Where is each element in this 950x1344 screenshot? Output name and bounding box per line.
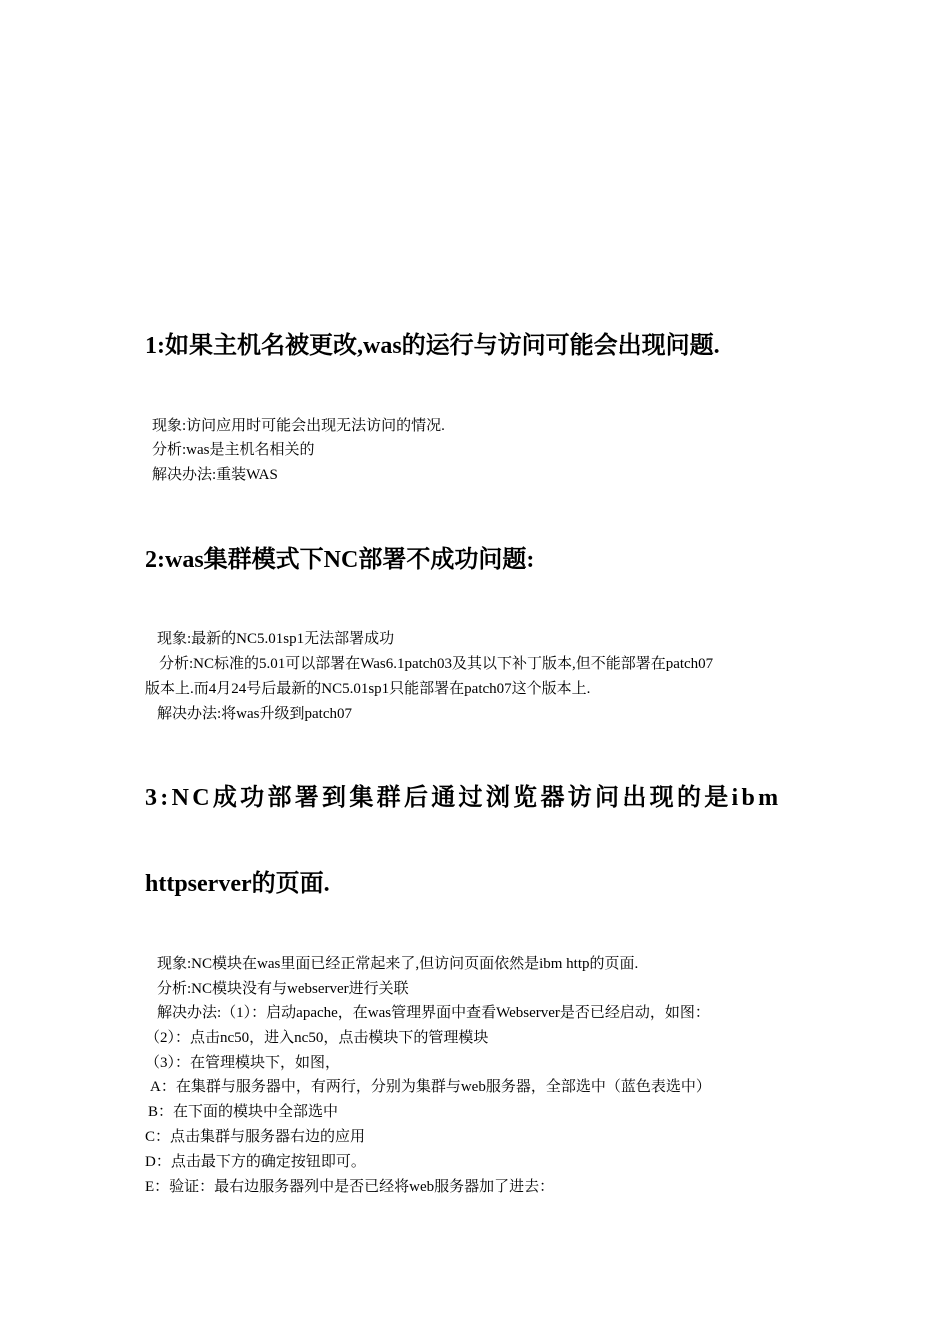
section3-substep-b: B：在下面的模块中全部选中	[148, 1104, 339, 1120]
section1-analysis: 分析:was是主机名相关的	[152, 442, 315, 458]
section3-heading-line2: httpserver的页面.	[145, 871, 330, 897]
section3-solution-step2: （2）：点击nc50，进入nc50，点击模块下的管理模块	[145, 1030, 489, 1046]
section3-substep-a: A：在集群与服务器中，有两行，分别为集群与web服务器，全部选中（蓝色表选中）	[150, 1079, 711, 1095]
section2-analysis: 分析:NC标准的5.01可以部署在Was6.1patch03及其以下补丁版本,但不能部署在patch07	[159, 656, 714, 672]
section1-heading: 1:如果主机名被更改,was的运行与访问可能会出现问题.	[145, 333, 720, 359]
section3-substep-e: E：验证：最右边服务器列中是否已经将web服务器加了进去：	[145, 1179, 555, 1195]
section3-substep-c: C：点击集群与服务器右边的应用	[145, 1129, 366, 1145]
section3-symptom: 现象:NC模块在was里面已经正常起来了,但访问页面依然是ibm http的页面.	[157, 956, 639, 972]
section2-symptom: 现象:最新的NC5.01sp1无法部署成功	[157, 631, 395, 647]
section1-symptom: 现象:访问应用时可能会出现无法访问的情况.	[152, 418, 445, 434]
section2-heading: 2:was集群模式下NC部署不成功问题:	[145, 547, 535, 573]
section3-heading-line1: 3:NC成功部署到集群后通过浏览器访问出现的是ibm	[145, 785, 782, 811]
section2-analysis-cont: 版本上.而4月24号后最新的NC5.01sp1只能部署在patch07这个版本上.	[145, 681, 591, 697]
section3-analysis: 分析:NC模块没有与webserver进行关联	[157, 981, 409, 997]
section2-solution: 解决办法:将was升级到patch07	[157, 706, 352, 722]
section3-solution-step3: （3）：在管理模块下，如图，	[145, 1055, 341, 1071]
section3-solution-step1: 解决办法:（1）：启动apache，在was管理界面中查看Webserver是否已经启动，如图：	[157, 1005, 710, 1021]
section3-substep-d: D：点击最下方的确定按钮即可。	[145, 1154, 366, 1170]
section1-solution: 解决办法:重装WAS	[152, 467, 278, 483]
